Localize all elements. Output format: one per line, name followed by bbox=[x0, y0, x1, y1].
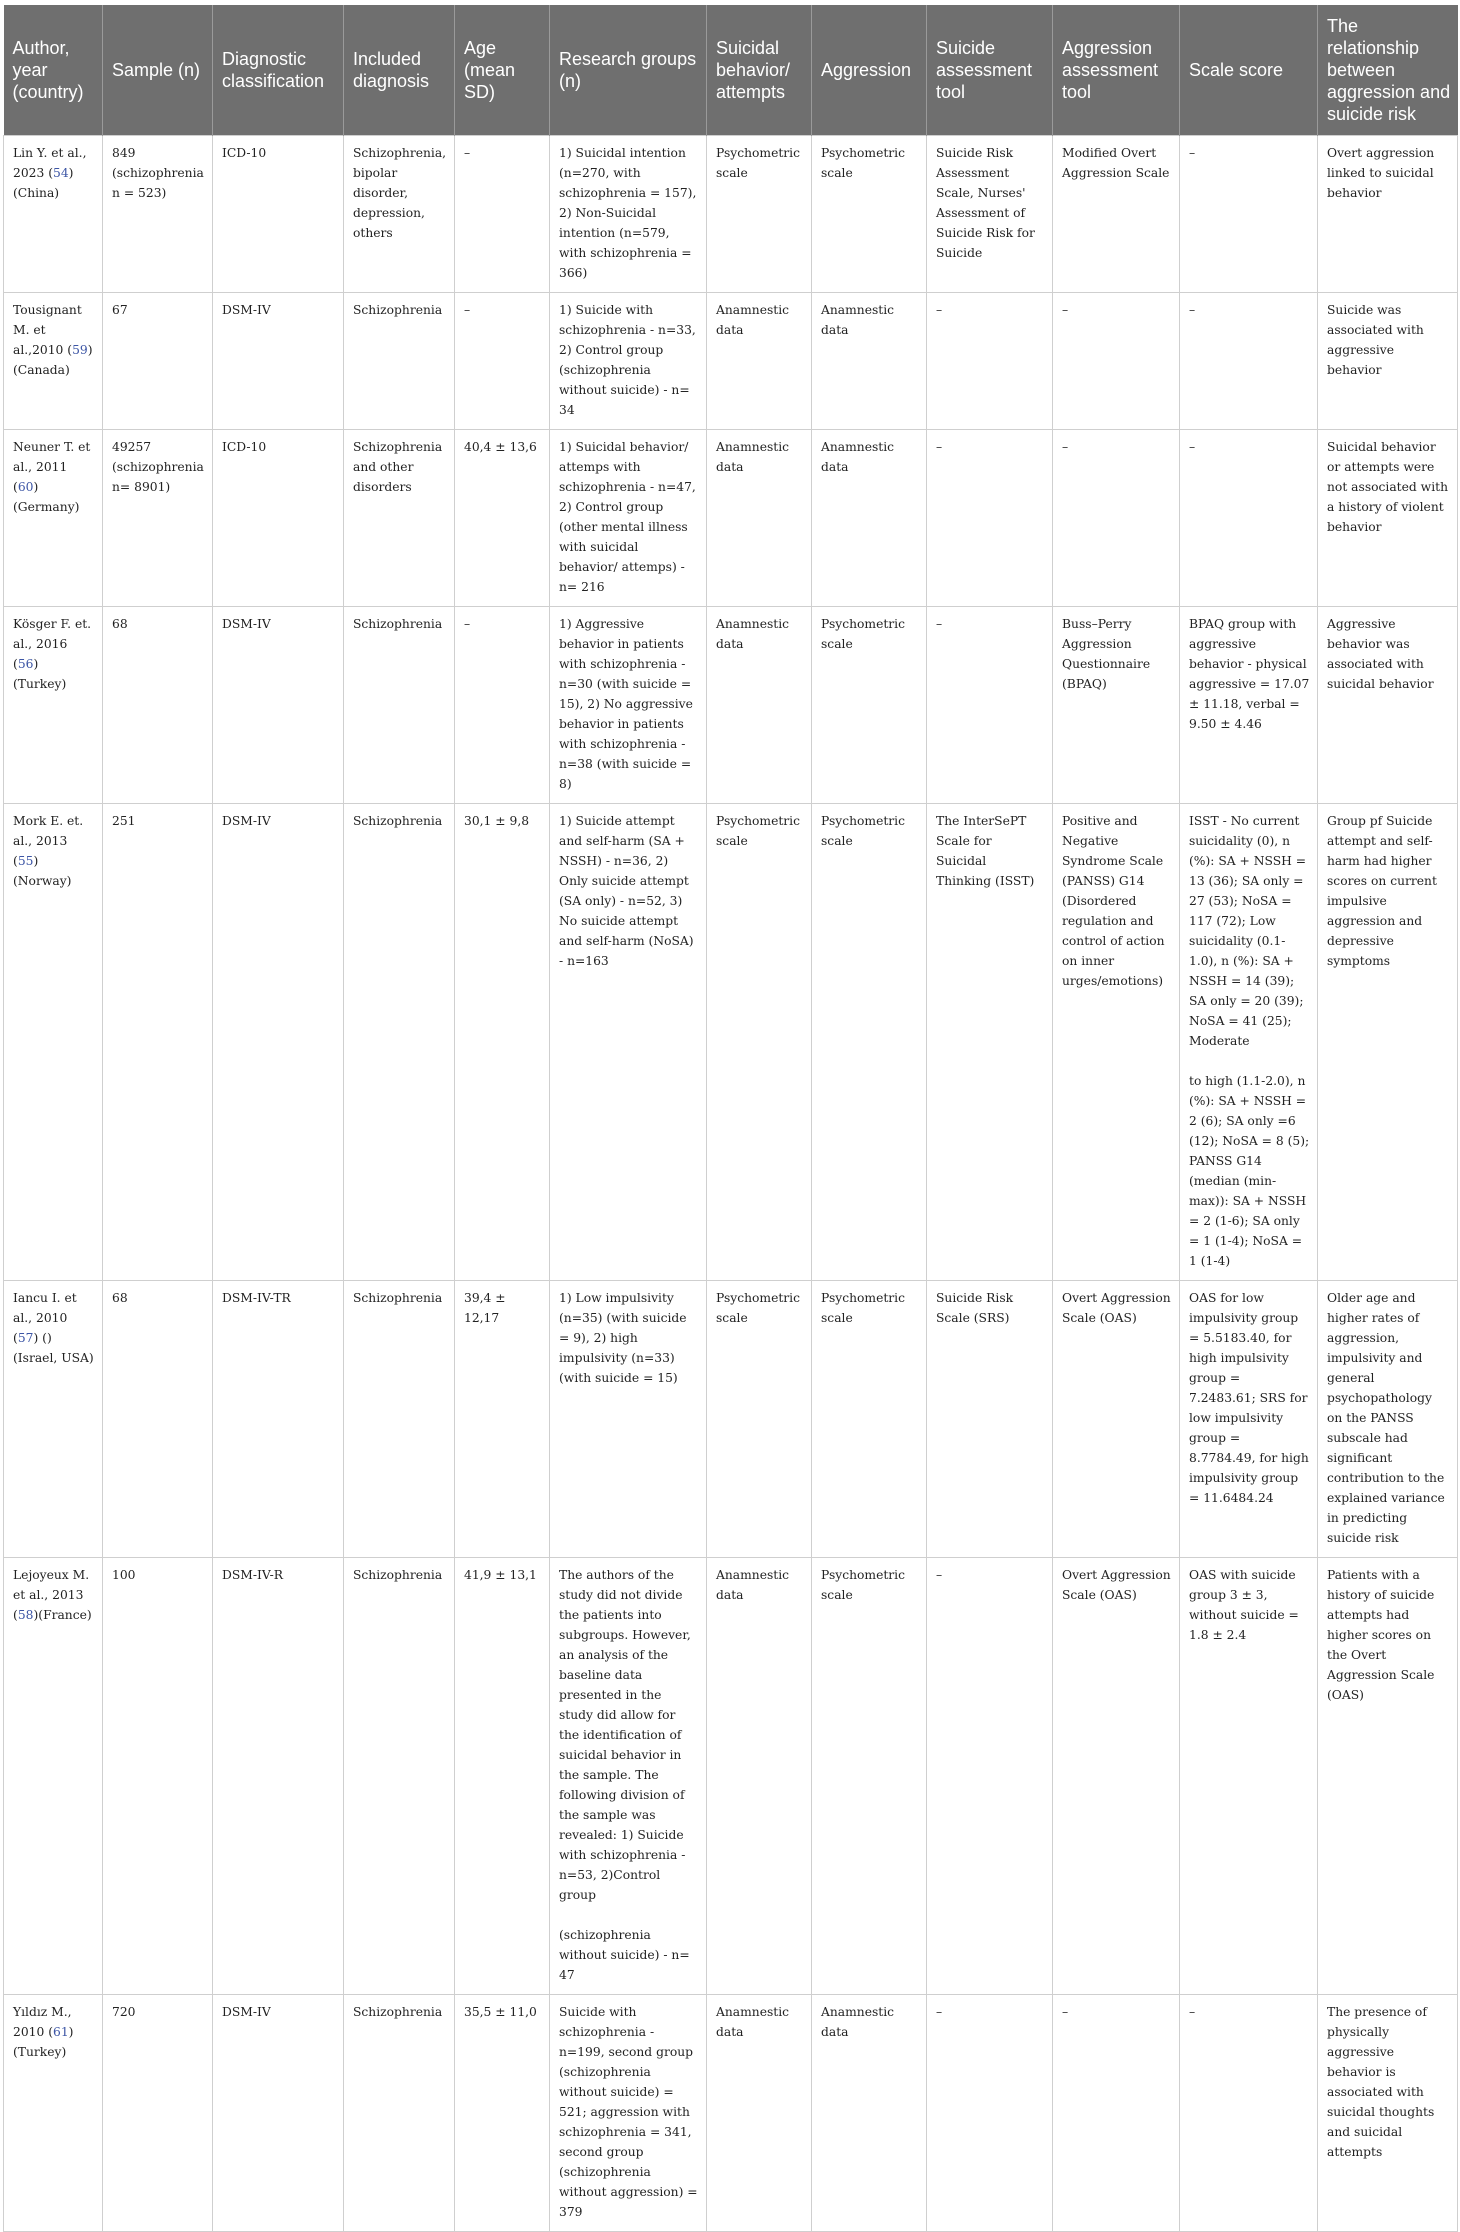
studies-table bbox=[3, 5, 1458, 2232]
groups-cell: Suicide with schizophrenia - n=199, second group (schizophrenia without suicide) = 521; aggression with schizophrenia = 341, second group (schizophrenia without aggression) = 379 bbox=[550, 1994, 707, 2231]
header-relationship: The relationship between aggression and suicide risk bbox=[1318, 5, 1458, 135]
aggression-cell: Psychometric scale bbox=[812, 135, 927, 292]
age-cell: 40,4 ± 13,6 bbox=[455, 429, 550, 606]
sample-cell: 251 bbox=[103, 803, 213, 1280]
aggression-tool-cell: Overt Aggression Scale (OAS) bbox=[1053, 1280, 1180, 1557]
suicidal-cell: Psychometric scale bbox=[707, 1280, 812, 1557]
classification-cell: ICD-10 bbox=[213, 135, 344, 292]
score-cell: OAS with suicide group 3 ± 3, without suicide = 1.8 ± 2.4 bbox=[1180, 1557, 1318, 1994]
aggression-cell: Psychometric scale bbox=[812, 803, 927, 1280]
relationship-cell: Patients with a history of suicide attempts had higher scores on the Overt Aggression Scale (OAS) bbox=[1318, 1557, 1458, 1994]
relationship-cell: Overt aggression linked to suicidal behavior bbox=[1318, 135, 1458, 292]
sample-cell: 849 (schizophrenia n = 523) bbox=[103, 135, 213, 292]
diagnosis-cell: Schizophrenia and other disorders bbox=[344, 429, 455, 606]
score-cell: ISST - No current suicidality (0), n (%): SA + NSSH = 13 (36); SA only = 27 (53); NoSA = 117 (72); Low suicidality (0.1-1.0), n (%): SA + NSSH = 14 (39); SA only = 20 (39); NoSA = 41 (25); Moderate to high (1.1-2.0), n (%): SA + NSSH = 2 (6); SA only =6 (12); NoSA = 8 (5); PANSS G14 (median (min-max)): SA + NSSH = 2 (1-6); SA only = 1 (1-4); NoSA = 1 (1-4) bbox=[1180, 803, 1318, 1280]
header-row bbox=[4, 5, 1458, 135]
header-groups: Research groups (n) bbox=[550, 5, 707, 135]
diagnosis-cell: Schizophrenia, bipolar disorder, depression, others bbox=[344, 135, 455, 292]
suicide-tool-cell: Suicide Risk Scale (SRS) bbox=[927, 1280, 1053, 1557]
table-row bbox=[4, 1994, 1458, 2231]
sample-cell: 720 bbox=[103, 1994, 213, 2231]
table-row bbox=[4, 1557, 1458, 1994]
relationship-cell: Group pf Suicide attempt and self-harm had higher scores on current impulsive aggression and depressive symptoms bbox=[1318, 803, 1458, 1280]
author-text: Neuner T. et al., 2011 ( bbox=[13, 439, 91, 494]
suicidal-cell: Anamnestic data bbox=[707, 429, 812, 606]
aggression-cell: Anamnestic data bbox=[812, 292, 927, 429]
author-text: Lin Y. et al., 2023 ( bbox=[13, 145, 87, 180]
aggression-cell: Psychometric scale bbox=[812, 1280, 927, 1557]
author-text: Iancu I. et al., 2010 ( bbox=[13, 1290, 77, 1345]
groups-cell: 1) Suicide with schizophrenia - n=33, 2) Control group (schizophrenia without suicide) - n= 34 bbox=[550, 292, 707, 429]
header-classification: Diagnostic classification bbox=[213, 5, 344, 135]
author-cell bbox=[4, 1557, 103, 1994]
relationship-cell: Suicidal behavior or attempts were not associated with a history of violent behavior bbox=[1318, 429, 1458, 606]
age-cell: – bbox=[455, 135, 550, 292]
aggression-cell: Psychometric scale bbox=[812, 606, 927, 803]
score-cell: – bbox=[1180, 429, 1318, 606]
suicide-tool-cell: – bbox=[927, 292, 1053, 429]
reference-link[interactable]: 58 bbox=[17, 1607, 34, 1622]
header-diagnosis: Included diagnosis bbox=[344, 5, 455, 135]
diagnosis-cell: Schizophrenia bbox=[344, 606, 455, 803]
table-row bbox=[4, 292, 1458, 429]
classification-cell: DSM-IV-R bbox=[213, 1557, 344, 1994]
aggression-tool-cell: – bbox=[1053, 292, 1180, 429]
diagnosis-cell: Schizophrenia bbox=[344, 1557, 455, 1994]
author-country: )(China) bbox=[13, 165, 74, 200]
age-cell: 39,4 ± 12,17 bbox=[455, 1280, 550, 1557]
groups-cell: The authors of the study did not divide the patients into subgroups. However, an analysis of the baseline data presented in the study did allow for the identification of suicidal behavior in the sample. The following division of the sample was revealed: 1) Suicide with schizophrenia - n=53, 2)Control group (schizophrenia without suicide) - n= 47 bbox=[550, 1557, 707, 1994]
reference-link[interactable]: 59 bbox=[72, 342, 88, 357]
author-country: )(Turkey) bbox=[13, 2024, 74, 2059]
groups-cell: 1) Suicidal intention (n=270, with schizophrenia = 157), 2) Non-Suicidal intention (n=579, with schizophrenia = 366) bbox=[550, 135, 707, 292]
groups-cell: 1) Suicide attempt and self-harm (SA + NSSH) - n=36, 2) Only suicide attempt (SA only) - n=52, 3) No suicide attempt and self-harm (NoSA) - n=163 bbox=[550, 803, 707, 1280]
author-text: Lejoyeux M. et al., 2013 ( bbox=[13, 1567, 90, 1622]
sample-cell: 49257 (schizophrenia n= 8901) bbox=[103, 429, 213, 606]
suicide-tool-cell: – bbox=[927, 1557, 1053, 1994]
reference-link[interactable]: 54 bbox=[53, 165, 69, 180]
header-suicide-tool: Suicide assessment tool bbox=[927, 5, 1053, 135]
author-country: ) () (Israel, USA) bbox=[13, 1330, 94, 1365]
table-row bbox=[4, 803, 1458, 1280]
suicide-tool-cell: – bbox=[927, 606, 1053, 803]
reference-link[interactable]: 57 bbox=[17, 1330, 34, 1345]
classification-cell: DSM-IV bbox=[213, 292, 344, 429]
aggression-tool-cell: Modified Overt Aggression Scale bbox=[1053, 135, 1180, 292]
suicidal-cell: Psychometric scale bbox=[707, 135, 812, 292]
header-aggression-tool: Aggression assessment tool bbox=[1053, 5, 1180, 135]
author-text: Yıldız M., 2010 ( bbox=[13, 2004, 72, 2039]
table-row bbox=[4, 1280, 1458, 1557]
aggression-tool-cell: – bbox=[1053, 429, 1180, 606]
reference-link[interactable]: 60 bbox=[17, 479, 34, 494]
suicidal-cell: Anamnestic data bbox=[707, 292, 812, 429]
header-age: Age (mean SD) bbox=[455, 5, 550, 135]
table-row bbox=[4, 429, 1458, 606]
classification-cell: DSM-IV bbox=[213, 803, 344, 1280]
relationship-cell: Aggressive behavior was associated with suicidal behavior bbox=[1318, 606, 1458, 803]
sample-cell: 68 bbox=[103, 606, 213, 803]
classification-cell: DSM-IV-TR bbox=[213, 1280, 344, 1557]
author-text: Mork E. et. al., 2013 ( bbox=[13, 813, 84, 868]
author-country: ) (Canada) bbox=[13, 342, 93, 377]
author-country: ) (Germany) bbox=[13, 479, 80, 514]
suicide-tool-cell: Suicide Risk Assessment Scale, Nurses' Assessment of Suicide Risk for Suicide bbox=[927, 135, 1053, 292]
sample-cell: 67 bbox=[103, 292, 213, 429]
reference-link[interactable]: 55 bbox=[17, 853, 34, 868]
header-aggression: Aggression bbox=[812, 5, 927, 135]
diagnosis-cell: Schizophrenia bbox=[344, 292, 455, 429]
author-text: Tousignant M. et al.,2010 ( bbox=[13, 302, 82, 357]
author-country: ) (Norway) bbox=[13, 853, 72, 888]
relationship-cell: Suicide was associated with aggressive behavior bbox=[1318, 292, 1458, 429]
classification-cell: ICD-10 bbox=[213, 429, 344, 606]
aggression-cell: Anamnestic data bbox=[812, 429, 927, 606]
author-cell bbox=[4, 429, 103, 606]
score-cell: – bbox=[1180, 135, 1318, 292]
groups-cell: 1) Aggressive behavior in patients with schizophrenia - n=30 (with suicide = 15), 2) No aggressive behavior in patients with schizophrenia - n=38 (with suicide = 8) bbox=[550, 606, 707, 803]
relationship-cell: Older age and higher rates of aggression, impulsivity and general psychopathology on the PANSS subscale had significant contribution to the explained variance in predicting suicide risk bbox=[1318, 1280, 1458, 1557]
age-cell: – bbox=[455, 606, 550, 803]
author-text: Kösger F. et. al., 2016 ( bbox=[13, 616, 92, 671]
age-cell: 30,1 ± 9,8 bbox=[455, 803, 550, 1280]
age-cell: 41,9 ± 13,1 bbox=[455, 1557, 550, 1994]
aggression-cell: Psychometric scale bbox=[812, 1557, 927, 1994]
table-row bbox=[4, 606, 1458, 803]
classification-cell: DSM-IV bbox=[213, 1994, 344, 2231]
suicidal-cell: Psychometric scale bbox=[707, 803, 812, 1280]
author-cell bbox=[4, 606, 103, 803]
score-cell: – bbox=[1180, 292, 1318, 429]
header-suicidal: Suicidal behavior/ attempts bbox=[707, 5, 812, 135]
table-body bbox=[4, 135, 1458, 2231]
suicide-tool-cell: The InterSePT Scale for Suicidal Thinking (ISST) bbox=[927, 803, 1053, 1280]
score-cell: OAS for low impulsivity group = 5.5183.40, for high impulsivity group = 7.2483.61; SRS for low impulsivity group = 8.7784.49, for high impulsivity group = 11.6484.24 bbox=[1180, 1280, 1318, 1557]
score-cell: BPAQ group with aggressive behavior - physical aggressive = 17.07 ± 11.18, verbal = 9.50 ± 4.46 bbox=[1180, 606, 1318, 803]
aggression-tool-cell: Buss–Perry Aggression Questionnaire (BPAQ) bbox=[1053, 606, 1180, 803]
author-cell bbox=[4, 803, 103, 1280]
suicide-tool-cell: – bbox=[927, 1994, 1053, 2231]
aggression-tool-cell: – bbox=[1053, 1994, 1180, 2231]
header-author: Author, year (country) bbox=[4, 5, 103, 135]
author-cell bbox=[4, 135, 103, 292]
author-cell bbox=[4, 292, 103, 429]
reference-link[interactable]: 56 bbox=[17, 656, 34, 671]
sample-cell: 100 bbox=[103, 1557, 213, 1994]
groups-cell: 1) Low impulsivity (n=35) (with suicide = 9), 2) high impulsivity (n=33) (with suicide = 15) bbox=[550, 1280, 707, 1557]
header-sample: Sample (n) bbox=[103, 5, 213, 135]
aggression-tool-cell: Positive and Negative Syndrome Scale (PANSS) G14 (Disordered regulation and control of action on inner urges/emotions) bbox=[1053, 803, 1180, 1280]
sample-cell: 68 bbox=[103, 1280, 213, 1557]
author-cell bbox=[4, 1994, 103, 2231]
author-country: )(France) bbox=[33, 1607, 92, 1622]
reference-link[interactable]: 61 bbox=[53, 2024, 69, 2039]
suicidal-cell: Anamnestic data bbox=[707, 606, 812, 803]
diagnosis-cell: Schizophrenia bbox=[344, 803, 455, 1280]
suicidal-cell: Anamnestic data bbox=[707, 1557, 812, 1994]
classification-cell: DSM-IV bbox=[213, 606, 344, 803]
suicide-tool-cell: – bbox=[927, 429, 1053, 606]
aggression-cell: Anamnestic data bbox=[812, 1994, 927, 2231]
suicidal-cell: Anamnestic data bbox=[707, 1994, 812, 2231]
author-cell bbox=[4, 1280, 103, 1557]
table-row bbox=[4, 135, 1458, 292]
age-cell: 35,5 ± 11,0 bbox=[455, 1994, 550, 2231]
header-score: Scale score bbox=[1180, 5, 1318, 135]
score-cell: – bbox=[1180, 1994, 1318, 2231]
groups-cell: 1) Suicidal behavior/ attemps with schizophrenia - n=47, 2) Control group (other mental illness with suicidal behavior/ attemps) - n= 216 bbox=[550, 429, 707, 606]
relationship-cell: The presence of physically aggressive behavior is associated with suicidal thoughts and suicidal attempts bbox=[1318, 1994, 1458, 2231]
age-cell: – bbox=[455, 292, 550, 429]
author-country: ) (Turkey) bbox=[13, 656, 67, 691]
diagnosis-cell: Schizophrenia bbox=[344, 1280, 455, 1557]
diagnosis-cell: Schizophrenia bbox=[344, 1994, 455, 2231]
aggression-tool-cell: Overt Aggression Scale (OAS) bbox=[1053, 1557, 1180, 1994]
